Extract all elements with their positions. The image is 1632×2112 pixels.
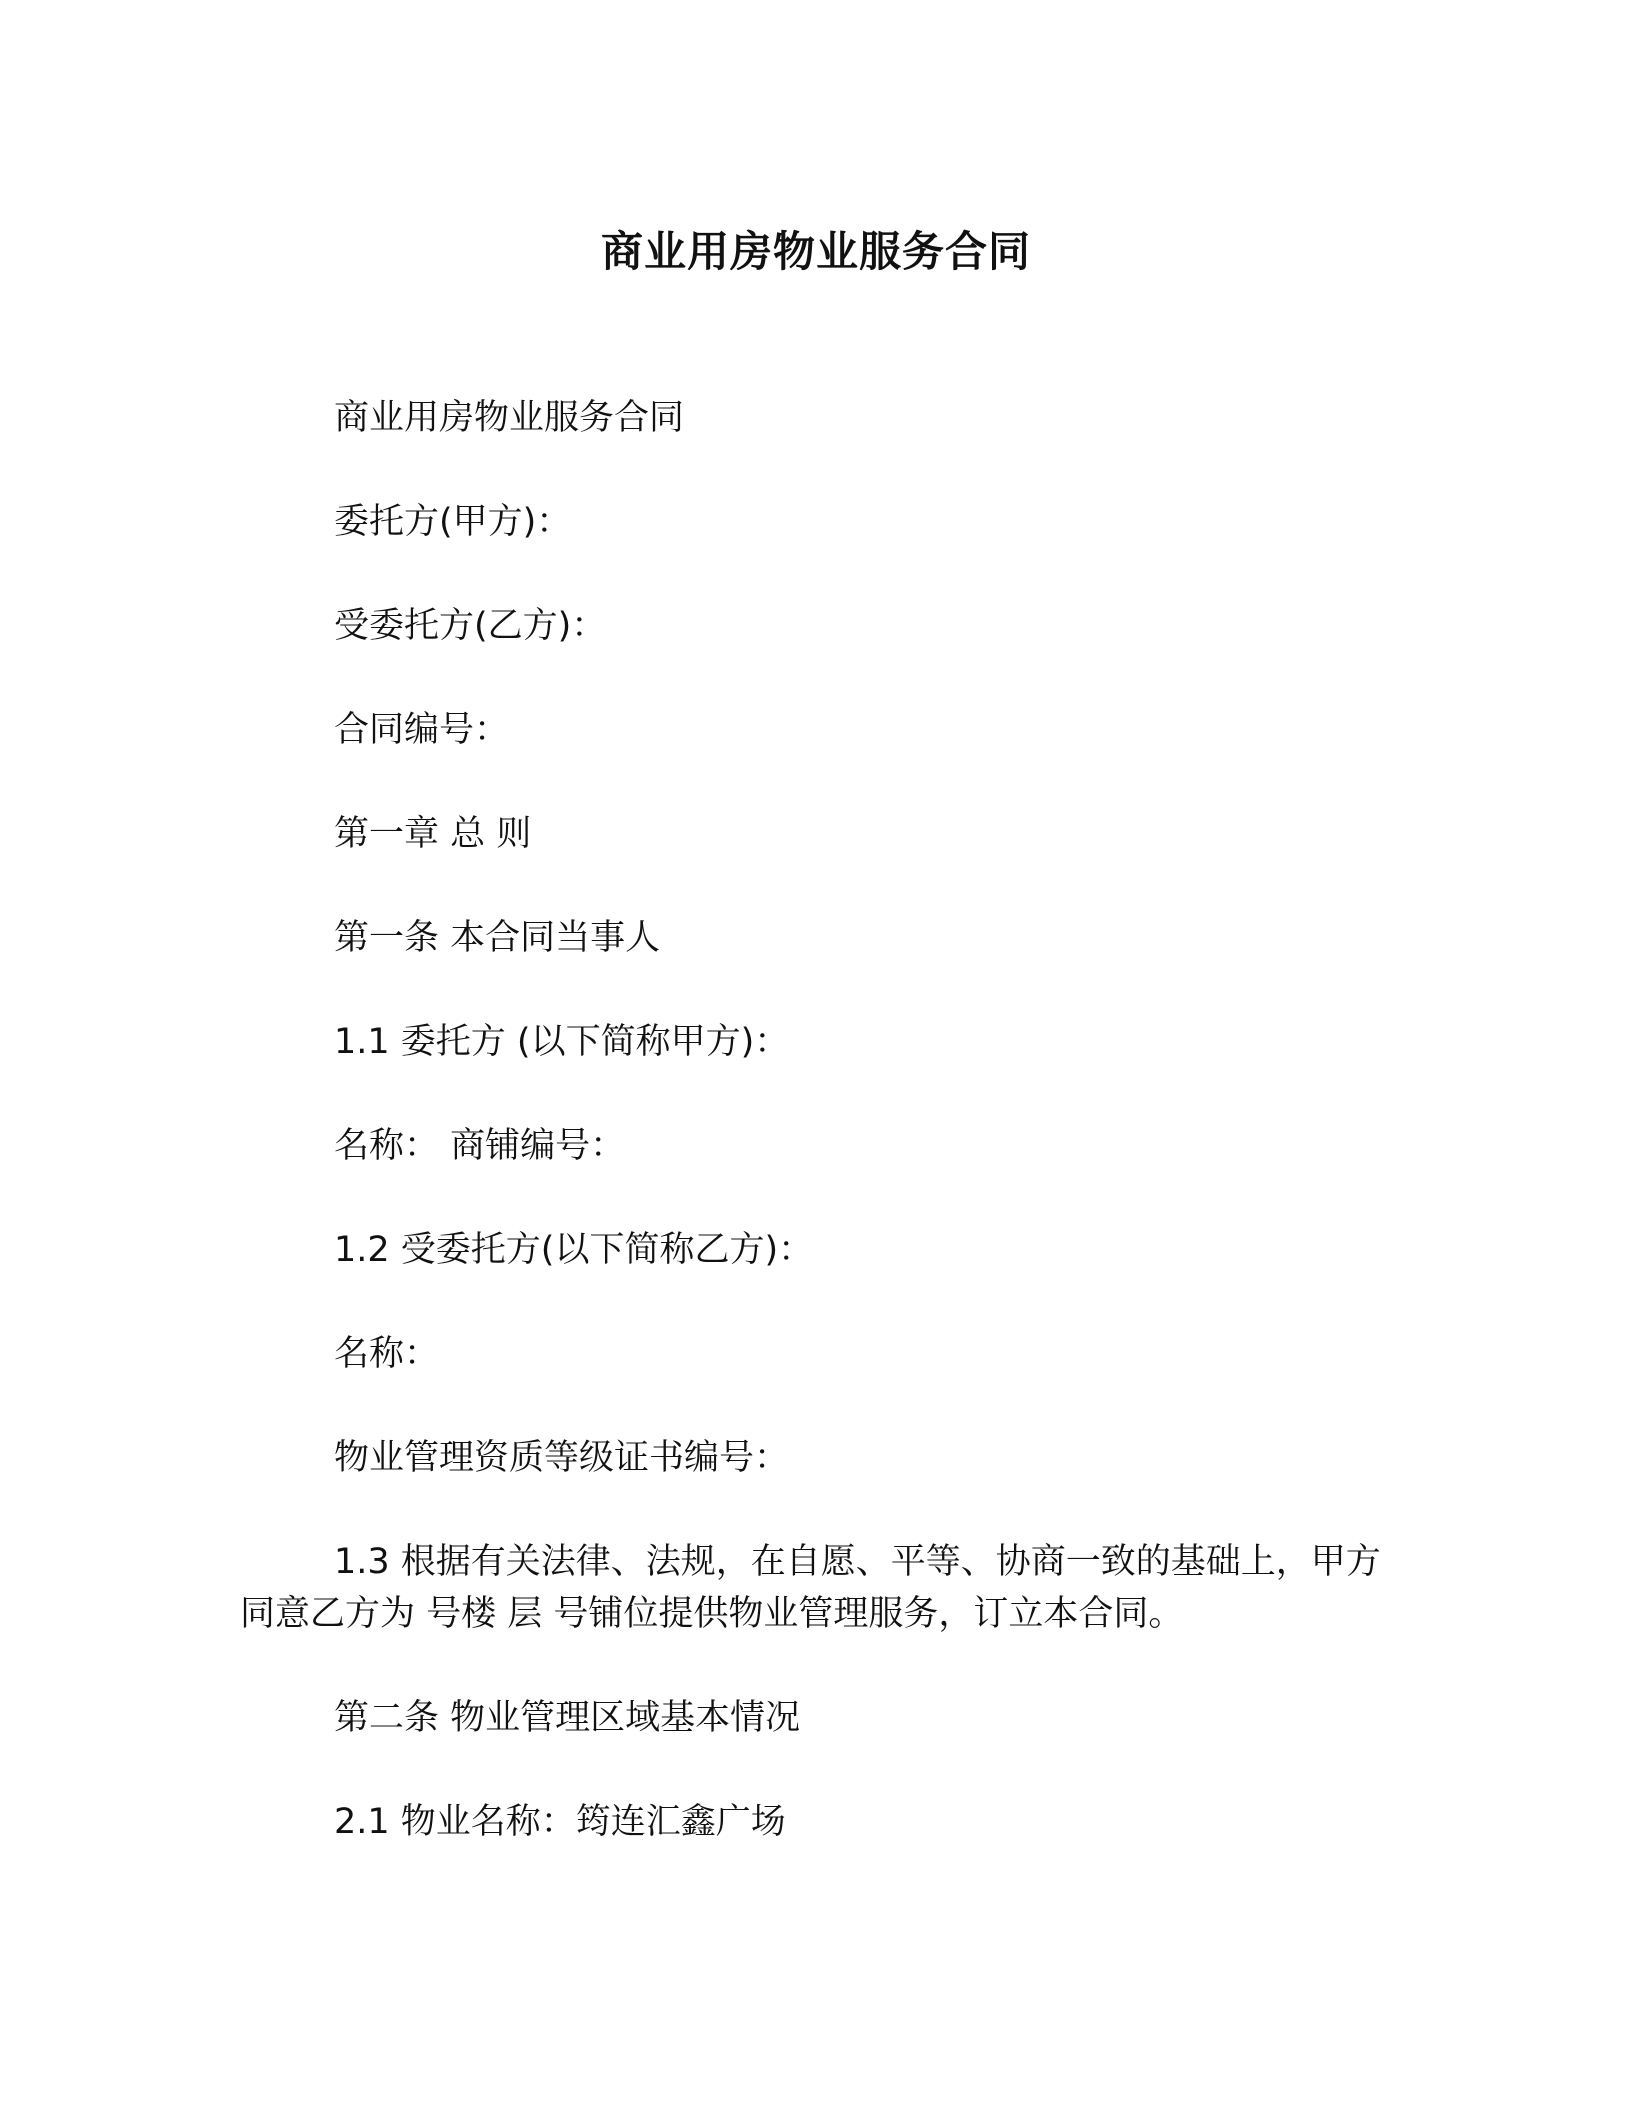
paragraph-heading-repeat: 商业用房物业服务合同 xyxy=(334,398,685,438)
paragraph-party-b: 受委托方(乙方)： xyxy=(334,606,607,646)
document-title: 商业用房物业服务合同 xyxy=(600,227,1031,276)
document-body xyxy=(240,392,1392,1900)
paragraph-party-a: 委托方(甲方)： xyxy=(334,502,572,542)
paragraph-clause-1-3: 1.3 根据有关法律、法规，在自愿、平等、协商一致的基础上，甲方同意乙方为 号楼 层 号铺位提供物业管理服务，订立本合同。 xyxy=(240,1542,1381,1634)
paragraph-clause-2-1: 2.1 物业名称：筠连汇鑫广场 xyxy=(334,1802,786,1842)
paragraph-article-two: 第二条 物业管理区域基本情况 xyxy=(334,1698,801,1738)
paragraph-name: 名称： xyxy=(334,1334,440,1374)
paragraph-clause-1-2: 1.2 受委托方(以下简称乙方)： xyxy=(334,1230,814,1270)
paragraph-article-one: 第一条 本合同当事人 xyxy=(334,918,661,958)
paragraph-name-shop-number: 名称： 商铺编号： xyxy=(334,1126,626,1166)
paragraph-certificate-number: 物业管理资质等级证书编号： xyxy=(334,1438,790,1478)
paragraph-clause-1-1: 1.1 委托方 (以下简称甲方)： xyxy=(334,1022,790,1062)
paragraph-contract-number: 合同编号： xyxy=(334,710,510,750)
paragraph-chapter-one: 第一章 总 则 xyxy=(334,814,532,854)
